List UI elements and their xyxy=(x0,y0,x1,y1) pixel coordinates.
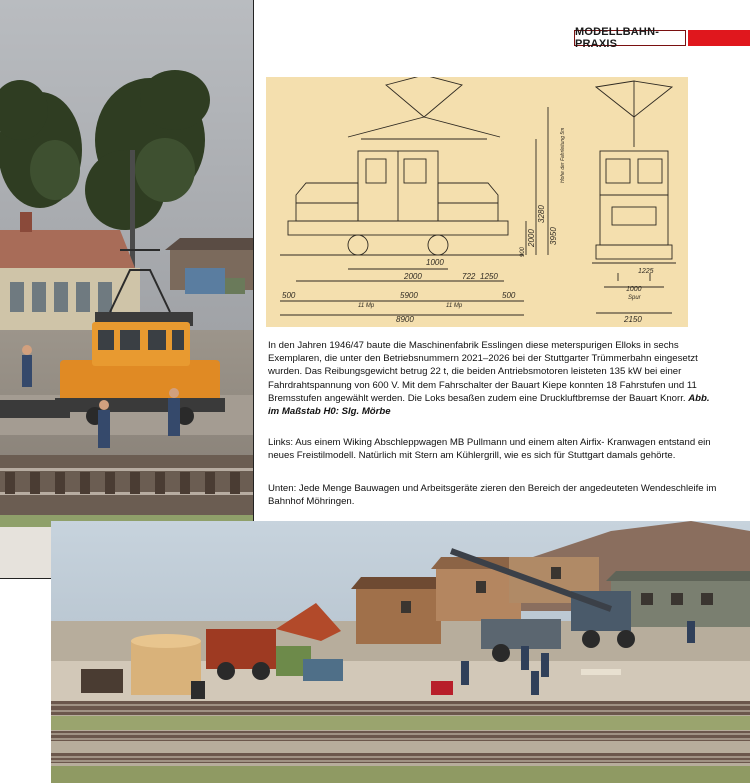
photo-construction-site xyxy=(51,521,750,783)
dim-height-3950: 3950 xyxy=(549,227,558,245)
dim-end-width: 2150 xyxy=(624,315,642,324)
dim-end-1225: 1225 xyxy=(638,268,654,275)
dim-length-722: 722 xyxy=(462,272,476,281)
dim-mp-right: 11 Mp xyxy=(446,303,463,309)
caption-links: Links: Aus einem Wiking Abschleppwagen MB Pullmann und einem alten Airfix- Kranwagen entstand ein neues Freistilmodell. Natürlich mit Stern am Kühlergrill, wie es sich für Stuttgart damals gehörte. xyxy=(268,437,711,462)
technical-drawing xyxy=(266,77,688,327)
dim-length-500-right: 500 xyxy=(502,291,516,300)
dim-end-gauge: 1000 xyxy=(626,286,642,293)
dim-height-3280: 3280 xyxy=(537,205,546,223)
dim-length-1000: 1000 xyxy=(426,258,444,267)
dim-length-total: 8900 xyxy=(396,315,414,324)
photo-locomotive xyxy=(0,0,254,579)
dim-left-500: 500 xyxy=(282,291,296,300)
caption-main xyxy=(268,339,720,418)
dim-catenary-note: Hohe der Fahrleitung 5m xyxy=(560,127,566,183)
caption-credit: Abb. im Maßstab H0: Slg. Mörbe xyxy=(268,392,710,418)
caption-main-text: In den Jahren 1946/47 baute die Maschinenfabrik Esslingen diese meterspurigen Elloks in sechs Exemplaren, die unter den Betriebsnummern 2021–2026 bei der Stuttgarter Trümmerbahn eingesetzt wurden. Das Reibungsgewicht betrug 22 t, die beiden Antriebsmotoren leisteten 135 kW bei einer Fahrdrahtspannung von 600 V. Mit dem Fahrschalter der Bauart Kiepe konnten 18 Fahrstufen und 11 Bremsstufen angewählt werden. Die Loks besaßen zudem eine Druckluftbremse der Bauart Knorr. xyxy=(268,340,698,404)
dim-length-5900: 5900 xyxy=(400,291,418,300)
dim-length-wheelbase: 2000 xyxy=(404,272,422,281)
dim-height-900: 900 xyxy=(520,246,526,257)
dim-length-1250: 1250 xyxy=(480,272,498,281)
section-accent-bar xyxy=(688,30,750,46)
caption-unten: Unten: Jede Menge Bauwagen und Arbeitsgeräte zieren den Bereich der angedeuteten Wendeschleife im Bahnhof Möhringen. xyxy=(268,483,717,508)
dim-height-2000: 2000 xyxy=(527,229,536,247)
section-label: MODELLBAHN-PRAXIS xyxy=(574,30,686,46)
dim-mp-left: 11 Mp xyxy=(358,303,375,309)
dim-end-spur: Spur xyxy=(628,295,641,301)
